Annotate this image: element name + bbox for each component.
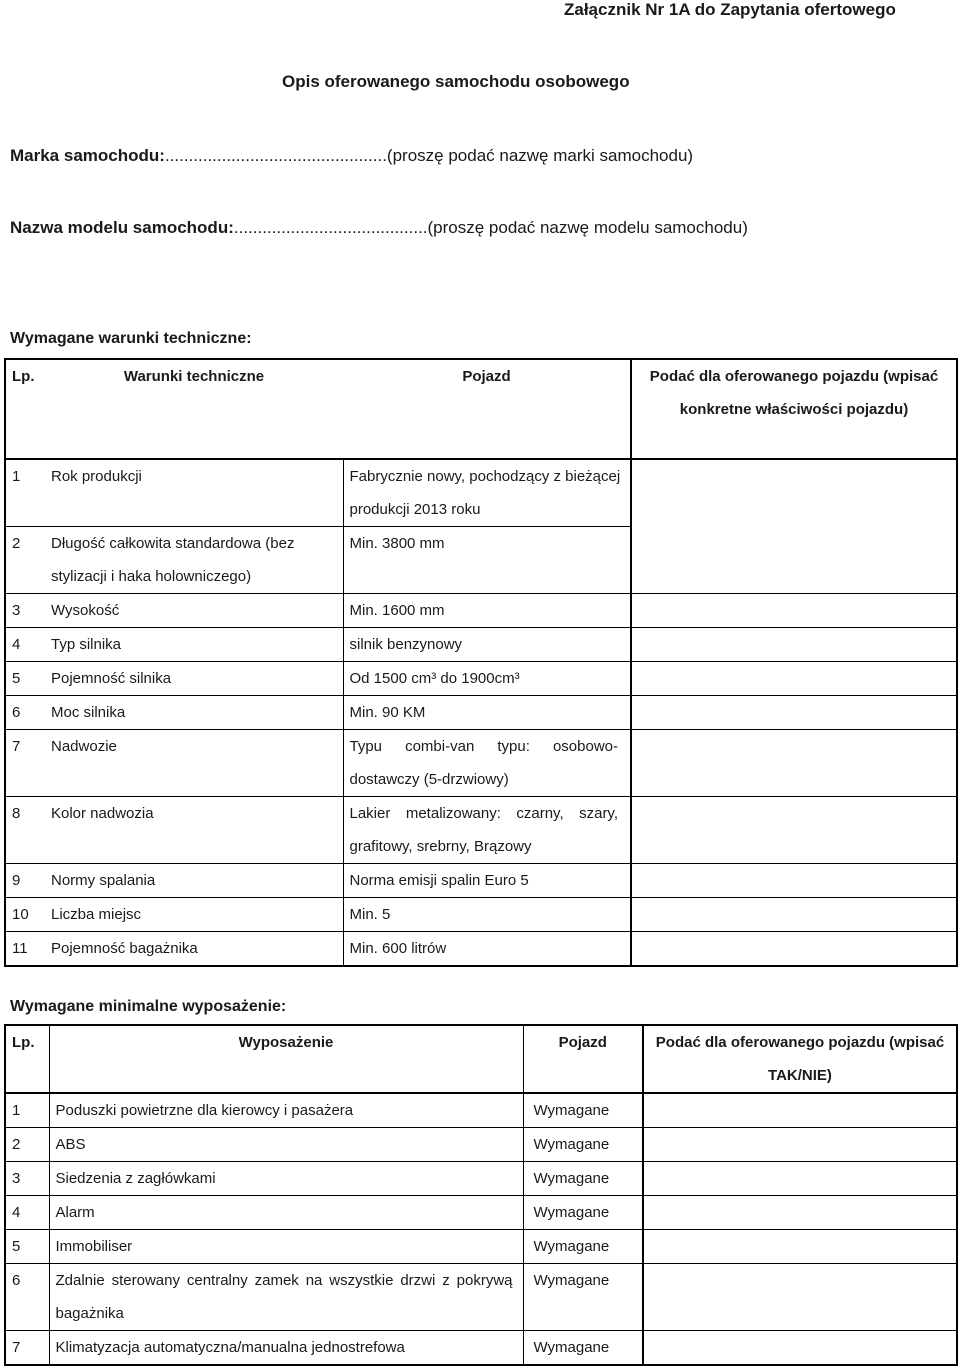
row-lp: 2 — [5, 1128, 49, 1162]
row-vehicle: Fabrycznie nowy, pochodzący z bieżącej produkcji 2013 roku — [343, 459, 631, 527]
row-lp: 10 — [5, 898, 45, 932]
table-row — [5, 696, 957, 730]
technical-col-name: Warunki techniczne — [123, 368, 265, 385]
table-row — [5, 797, 957, 864]
table-row — [5, 662, 957, 696]
row-name: Pojemność bagażnika — [45, 932, 343, 967]
row-offer-input[interactable] — [631, 730, 957, 797]
row-vehicle: Typu combi-van typu: osobowo-dostawczy (5-drzwiowy) — [343, 730, 631, 797]
row-offer-input[interactable] — [631, 898, 957, 932]
equipment-col-offer: Podać dla oferowanego pojazdu (wpisać TAK/NIE) — [643, 1025, 957, 1093]
row-vehicle: Wymagane — [523, 1196, 643, 1230]
attachment-title: Załącznik Nr 1A do Zapytania ofertowego — [564, 0, 896, 19]
row-name: Moc silnika — [45, 696, 343, 730]
row-name: Pojemność silnika — [45, 662, 343, 696]
row-vehicle: Min. 90 KM — [343, 696, 631, 730]
row-lp: 4 — [5, 628, 45, 662]
row-lp: 6 — [5, 1264, 49, 1331]
row-offer-input[interactable] — [631, 797, 957, 864]
table-row — [5, 1230, 957, 1264]
table-row — [5, 864, 957, 898]
row-name: Zdalnie sterowany centralny zamek na wszystkie drzwi z pokrywą bagażnika — [49, 1264, 523, 1331]
row-name: Normy spalania — [45, 864, 343, 898]
row-offer-input[interactable] — [643, 1264, 957, 1331]
row-name: Nadwozie — [45, 730, 343, 797]
row-lp: 9 — [5, 864, 45, 898]
row-vehicle: silnik benzynowy — [343, 628, 631, 662]
table-row — [5, 1093, 957, 1128]
row-offer-input[interactable] — [631, 696, 957, 730]
row-offer-input[interactable] — [631, 662, 957, 696]
brand-field[interactable] — [10, 146, 693, 166]
row-lp: 2 — [5, 527, 45, 594]
equipment-header-row — [5, 1025, 957, 1093]
row-lp: 5 — [5, 1230, 49, 1264]
document-title: Opis oferowanego samochodu osobowego — [282, 72, 630, 91]
row-name: Alarm — [49, 1196, 523, 1230]
row-vehicle: Min. 3800 mm — [343, 527, 631, 594]
row-name: Poduszki powietrzne dla kierowcy i pasażera — [49, 1093, 523, 1128]
technical-table — [4, 358, 958, 967]
row-offer-input[interactable] — [643, 1230, 957, 1264]
table-row — [5, 1264, 957, 1331]
row-vehicle: Min. 5 — [343, 898, 631, 932]
row-vehicle: Min. 600 litrów — [343, 932, 631, 967]
technical-col-offer: Podać dla oferowanego pojazdu (wpisać konkretne właściwości pojazdu) — [631, 359, 957, 459]
technical-heading: Wymagane warunki techniczne: — [10, 330, 252, 347]
table-row — [5, 594, 957, 628]
equipment-col-vehicle: Pojazd — [523, 1025, 643, 1093]
row-name: Rok produkcji — [45, 459, 343, 527]
technical-col-vehicle: Pojazd — [462, 368, 511, 385]
row-lp: 4 — [5, 1196, 49, 1230]
row-vehicle: Wymagane — [523, 1128, 643, 1162]
row-vehicle: Lakier metalizowany: czarny, szary, grafitowy, srebrny, Brązowy — [343, 797, 631, 864]
brand-field-label: Marka samochodu: — [10, 146, 165, 165]
row-lp: 7 — [5, 1331, 49, 1366]
table-row — [5, 1162, 957, 1196]
row-lp: 1 — [5, 1093, 49, 1128]
row-offer-input[interactable] — [643, 1196, 957, 1230]
row-vehicle: Wymagane — [523, 1093, 643, 1128]
model-field-fill: .........................................(proszę podać nazwę modelu samochodu) — [233, 218, 748, 237]
table-row — [5, 1128, 957, 1162]
table-row — [5, 459, 957, 527]
row-vehicle: Norma emisji spalin Euro 5 — [343, 864, 631, 898]
model-field[interactable] — [10, 218, 748, 238]
row-lp: 8 — [5, 797, 45, 864]
equipment-table — [4, 1024, 958, 1366]
row-name: Immobiliser — [49, 1230, 523, 1264]
table-row — [5, 730, 957, 797]
row-lp: 11 — [5, 932, 45, 967]
row-offer-input[interactable] — [643, 1331, 957, 1366]
row-name: Klimatyzacja automatyczna/manualna jednostrefowa — [49, 1331, 523, 1366]
equipment-col-lp: Lp. — [12, 1034, 35, 1051]
row-offer-input[interactable] — [631, 864, 957, 898]
row-name: Liczba miejsc — [45, 898, 343, 932]
technical-col-lp: Lp. — [12, 368, 35, 385]
row-offer-input[interactable] — [643, 1128, 957, 1162]
table-row — [5, 932, 957, 967]
row-offer-input[interactable] — [643, 1162, 957, 1196]
equipment-heading: Wymagane minimalne wyposażenie: — [10, 998, 287, 1015]
row-lp: 5 — [5, 662, 45, 696]
row-vehicle: Od 1500 cm³ do 1900cm³ — [343, 662, 631, 696]
row-name: Siedzenia z zagłówkami — [49, 1162, 523, 1196]
row-name: ABS — [49, 1128, 523, 1162]
row-offer-input[interactable] — [631, 594, 957, 628]
table-row — [5, 898, 957, 932]
row-lp: 7 — [5, 730, 45, 797]
brand-field-fill: ...............................................(proszę podać nazwę marki samochodu) — [164, 146, 694, 165]
row-vehicle: Wymagane — [523, 1230, 643, 1264]
row-offer-input[interactable] — [643, 1093, 957, 1128]
row-name: Kolor nadwozia — [45, 797, 343, 864]
row-offer-input[interactable] — [631, 459, 957, 594]
table-row — [5, 1331, 957, 1366]
row-lp: 1 — [5, 459, 45, 527]
row-lp: 6 — [5, 696, 45, 730]
table-row — [5, 628, 957, 662]
table-row — [5, 1196, 957, 1230]
row-vehicle: Wymagane — [523, 1331, 643, 1366]
row-name: Długość całkowita standardowa (bez stylizacji i haka holowniczego) — [45, 527, 343, 594]
equipment-col-name: Wyposażenie — [49, 1025, 523, 1093]
row-lp: 3 — [5, 594, 45, 628]
row-name: Wysokość — [45, 594, 343, 628]
row-vehicle: Wymagane — [523, 1162, 643, 1196]
row-vehicle: Min. 1600 mm — [343, 594, 631, 628]
row-vehicle: Wymagane — [523, 1264, 643, 1331]
row-name: Typ silnika — [45, 628, 343, 662]
model-field-label: Nazwa modelu samochodu: — [10, 218, 234, 237]
row-offer-input[interactable] — [631, 628, 957, 662]
row-offer-input[interactable] — [631, 932, 957, 967]
row-lp: 3 — [5, 1162, 49, 1196]
technical-header-row — [5, 359, 957, 459]
